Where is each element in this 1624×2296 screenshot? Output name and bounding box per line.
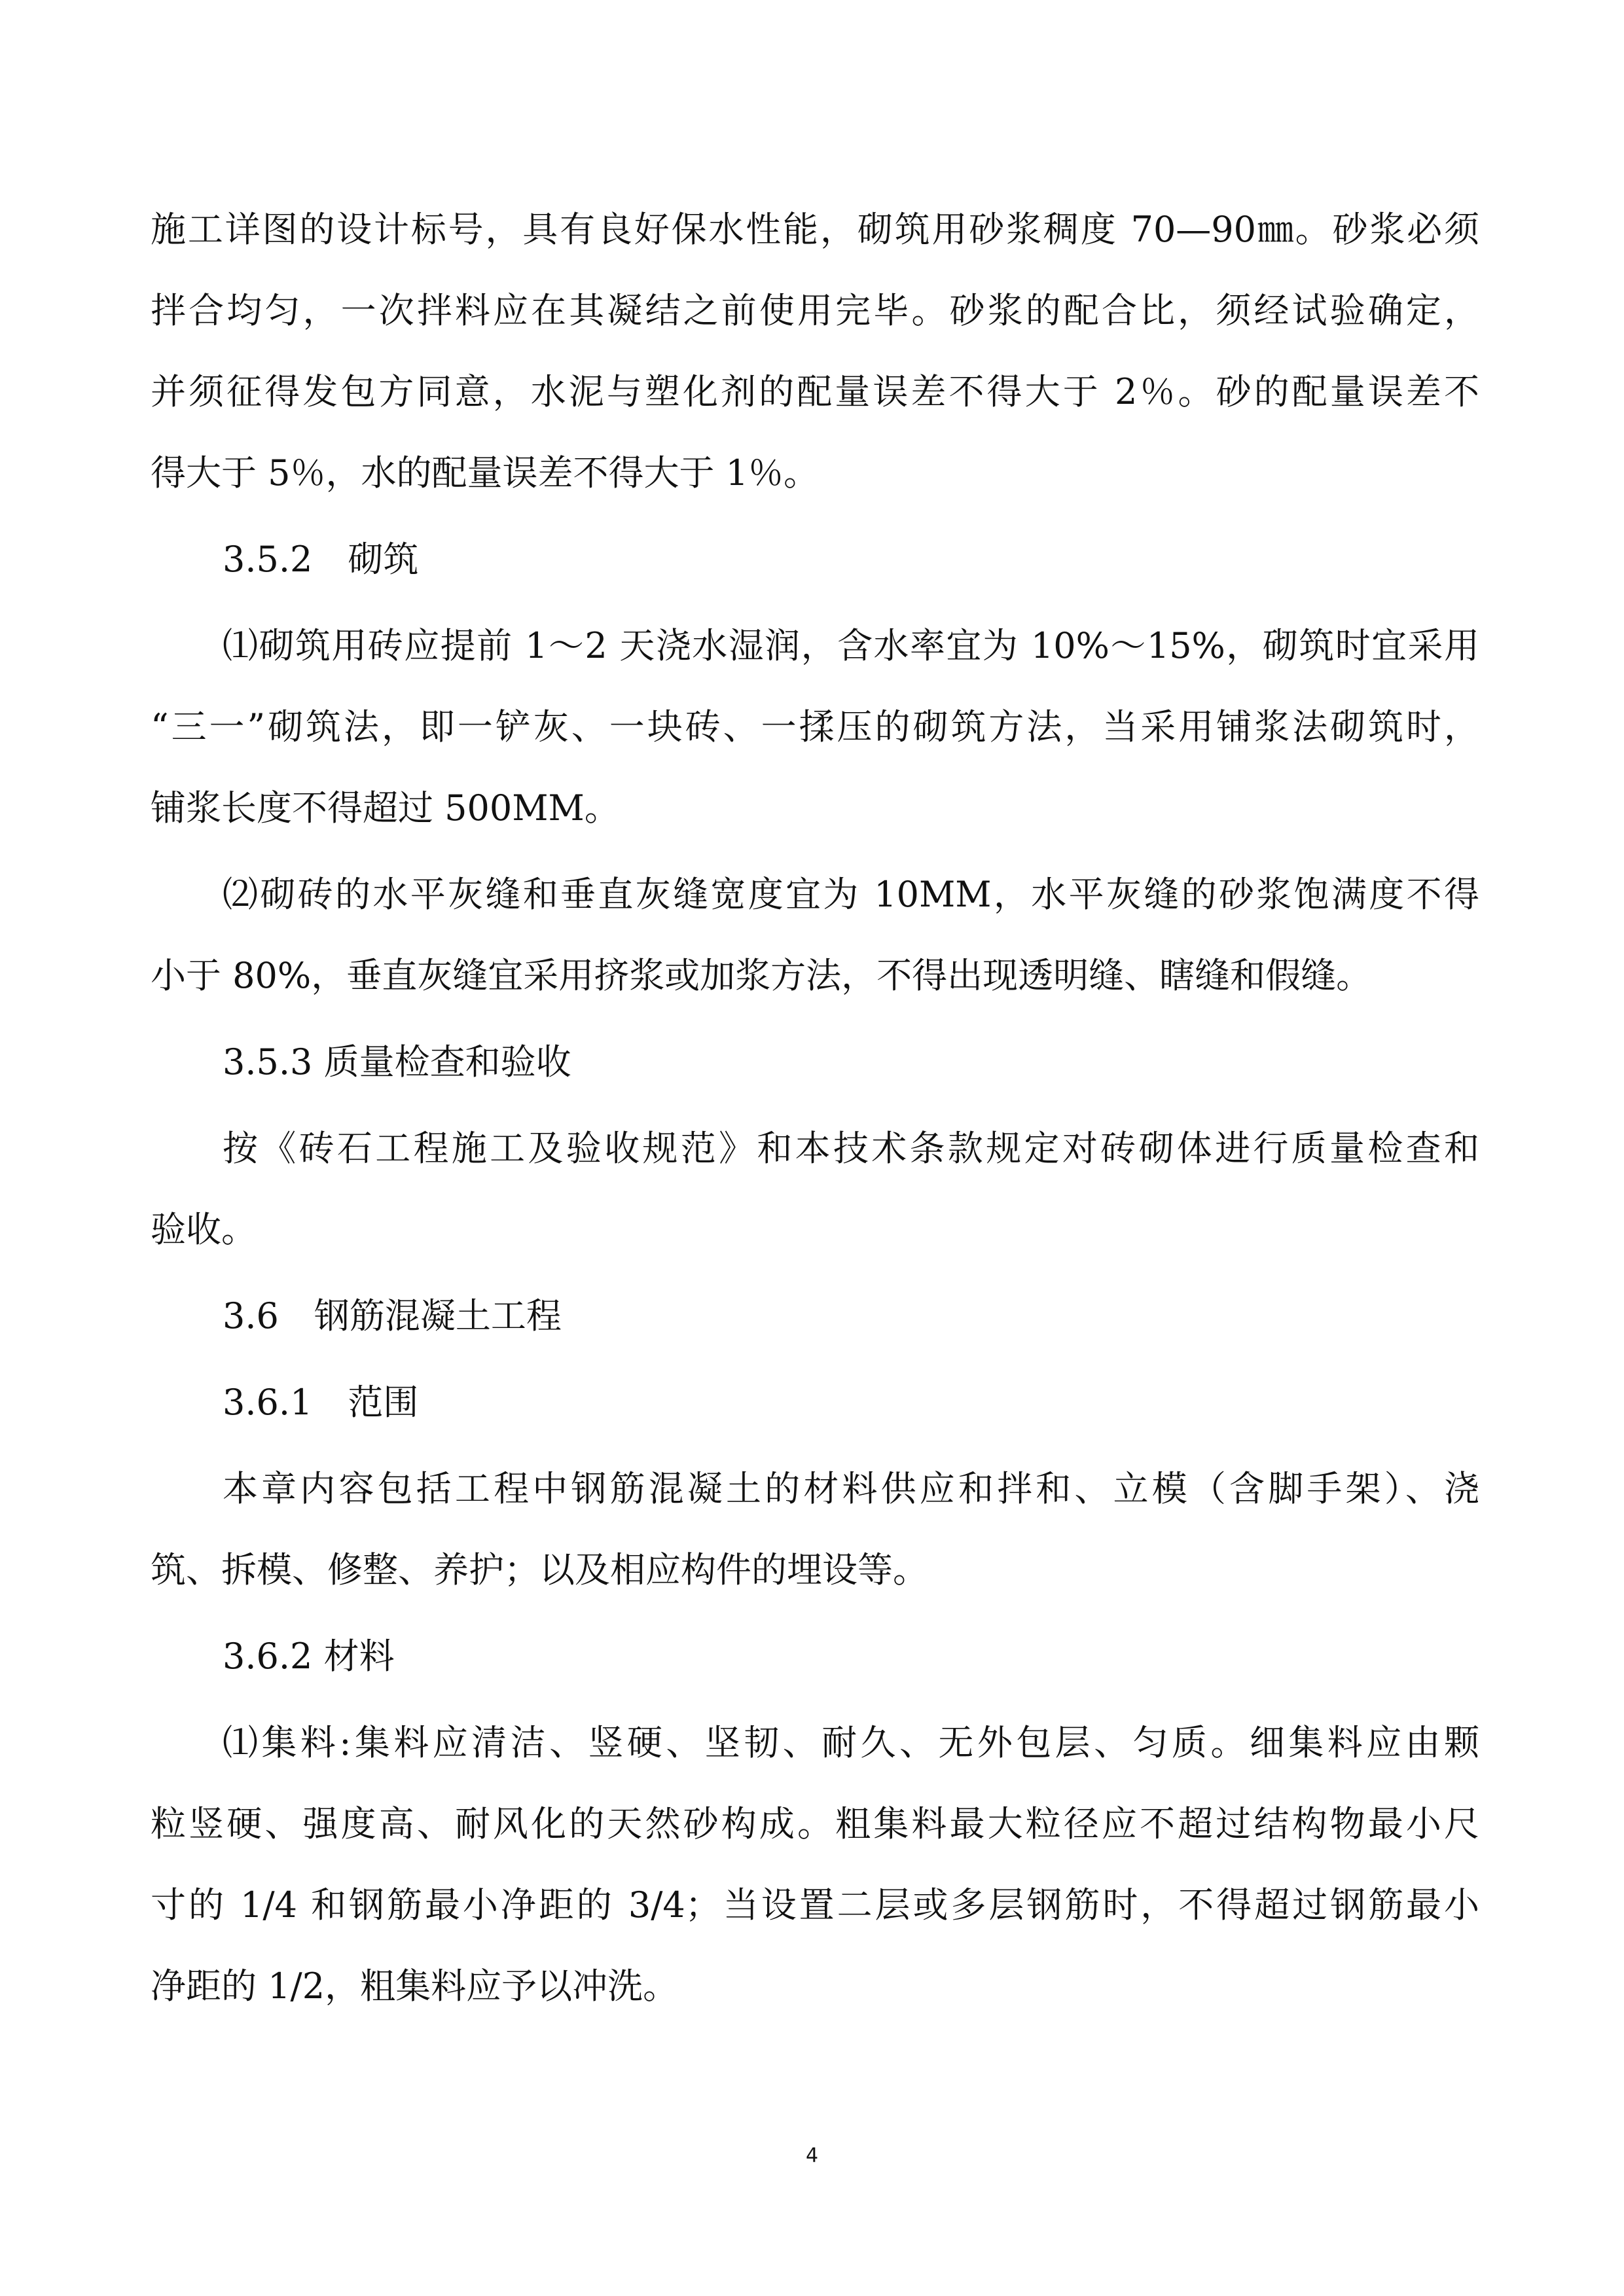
paragraph-line: ⑴集料:集料应清洁、竖硬、坚韧、耐久、无外包层、匀质。细集料应由颗 [223,1722,1479,1763]
section-heading: 3.5.3 质量检查和验收 [223,1041,571,1083]
paragraph-line: 净距的 1/2，粗集料应予以冲洗。 [151,1965,679,2007]
paragraph-line: 小于 80%，垂直灰缝宜采用挤浆或加浆方法，不得出现透明缝、瞎缝和假缝。 [151,955,1372,996]
paragraph-line: 并须征得发包方同意，水泥与塑化剂的配量误差不得大于 2％。砂的配量误差不 [151,371,1479,412]
paragraph-line: 验收。 [151,1209,257,1250]
paragraph-line: 筑、拆模、修整、养护；以及相应构件的埋设等。 [151,1549,928,1590]
paragraph-line: 铺浆长度不得超过 500MM。 [151,787,620,829]
section-heading: 3.5.2 砌筑 [223,539,419,580]
paragraph-line: 寸的 1/4 和钢筋最小净距的 3/4；当设置二层或多层钢筋时，不得超过钢筋最小 [151,1884,1479,1926]
page-number: 4 [805,2144,819,2167]
paragraph-line: 粒竖硬、强度高、耐风化的天然砂构成。粗集料最大粒径应不超过结构物最小尺 [151,1803,1479,1844]
paragraph-line: ⑴砌筑用砖应提前 1～2 天浇水湿润，含水率宜为 10%～15%，砌筑时宜采用 [223,625,1479,666]
paragraph-line: 拌合均匀，一次拌料应在其凝结之前使用完毕。砂浆的配合比，须经试验确定， [151,290,1479,331]
paragraph-line: ⑵砌砖的水平灰缝和垂直灰缝宽度宜为 10MM，水平灰缝的砂浆饱满度不得 [223,874,1479,915]
paragraph-line: “三一”砌筑法，即一铲灰、一块砖、一揉压的砌筑方法，当采用铺浆法砌筑时， [151,706,1479,747]
paragraph-line: 得大于 5％，水的配量误差不得大于 1％。 [151,452,820,493]
section-heading: 3.6.1 范围 [223,1382,419,1423]
section-heading: 3.6.2 材料 [223,1636,395,1677]
section-heading: 3.6 钢筋混凝土工程 [223,1295,562,1336]
paragraph-line: 本章内容包括工程中钢筋混凝土的材料供应和拌和、立模（含脚手架）、浇 [223,1468,1479,1509]
paragraph-line: 施工详图的设计标号，具有良好保水性能，砌筑用砂浆稠度 70—90㎜。砂浆必须 [151,209,1479,250]
paragraph-line: 按《砖石工程施工及验收规范》和本技术条款规定对砖砌体进行质量检查和 [223,1128,1479,1169]
